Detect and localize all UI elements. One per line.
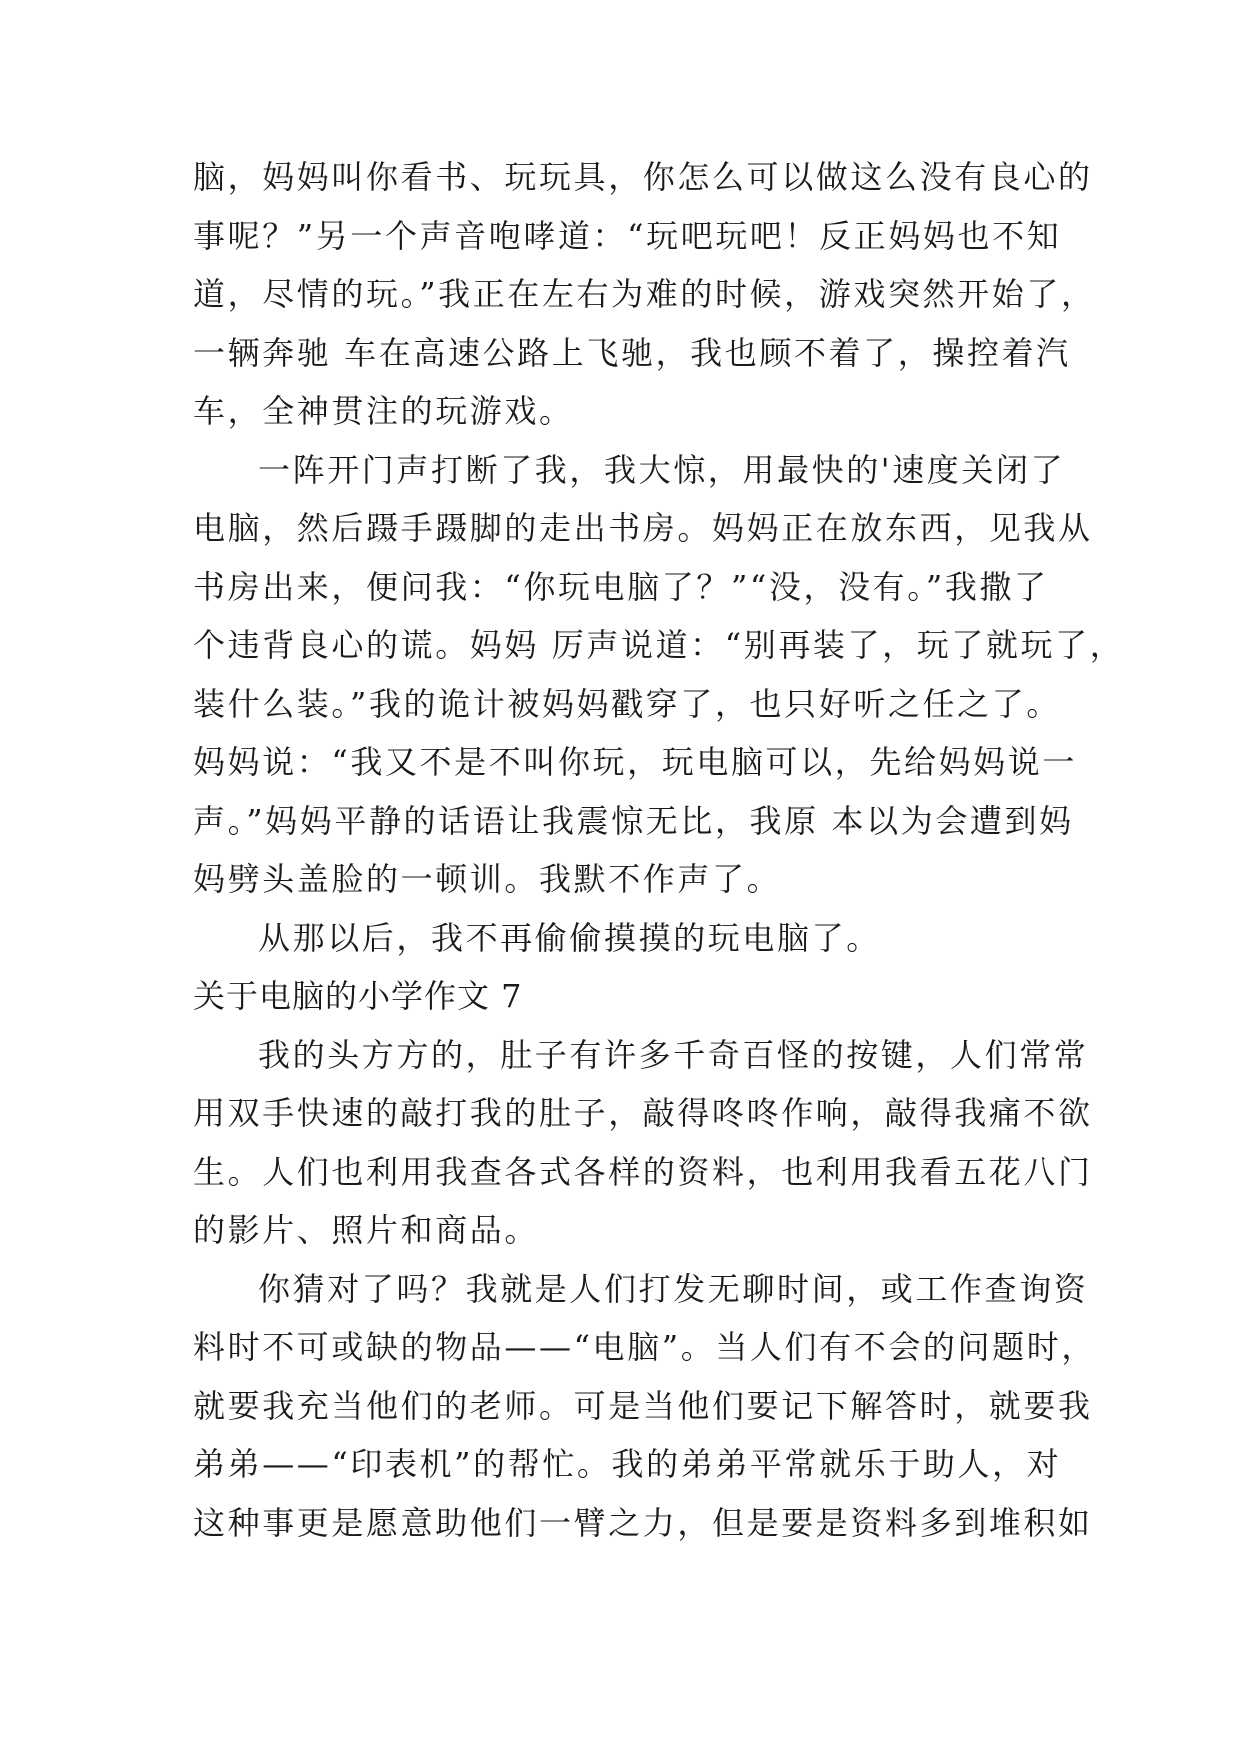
text-line: 声。”妈妈平静的话语让我震惊无比，我原 本以为会遭到妈 (193, 801, 1074, 840)
paragraph-start-line: 从那以后，我不再偷偷摸摸的玩电脑了。 (258, 918, 881, 957)
section-heading: 关于电脑的小学作文 7 (193, 977, 523, 1015)
paragraph-start-line: 你猜对了吗？我就是人们打发无聊时间，或工作查询资 (258, 1269, 1089, 1308)
paragraph-start-line: 一阵开门声打断了我，我大惊，用最快的'速度关闭了 (258, 450, 1066, 489)
text-line: 一辆奔驰 车在高速公路上飞驰，我也顾不着了，操控着汽 (193, 333, 1071, 372)
text-line: 车，全神贯注的玩游戏。 (193, 392, 574, 430)
text-line: 道，尽情的玩。”我正在左右为难的时候，游戏突然开始了， (193, 275, 1096, 313)
text-line: 妈妈说：“我又不是不叫你玩，玩电脑可以，先给妈妈说一 (193, 743, 1077, 781)
text-line: 用双手快速的敲打我的肚子，敲得咚咚作响，敲得我痛不欲 (193, 1094, 1093, 1132)
text-line: 电脑，然后蹑手蹑脚的走出书房。妈妈正在放东西，见我从 (193, 509, 1093, 547)
text-line: 的影片、照片和商品。 (193, 1211, 540, 1249)
text-line: 个违背良心的谎。妈妈 厉声说道：“别再装了，玩了就玩了， (193, 626, 1125, 664)
text-line: 书房出来，便问我：“你玩电脑了？”“没，没有。”我撒了 (193, 567, 1049, 606)
text-line: 装什么装。”我的诡计被妈妈戳穿了，也只好听之任之了。 (193, 684, 1061, 723)
text-line: 料时不可或缺的物品——“电脑”。当人们有不会的问题时， (193, 1328, 1096, 1366)
text-line: 脑，妈妈叫你看书、玩玩具，你怎么可以做这么没有良心的 (193, 158, 1093, 196)
text-line: 弟弟——“印表机”的帮忙。我的弟弟平常就乐于助人，对 (193, 1445, 1062, 1483)
text-line: 生。人们也利用我查各式各样的资料，也利用我看五花八门 (193, 1152, 1093, 1191)
paragraph-start-line: 我的头方方的，肚子有许多千奇百怪的按键，人们常常 (258, 1035, 1089, 1074)
text-line: 这种事更是愿意助他们一臂之力，但是要是资料多到堆积如 (193, 1503, 1093, 1542)
text-line: 妈劈头盖脸的一顿训。我默不作声了。 (193, 860, 782, 898)
document-page (193, 148, 1125, 1552)
text-line: 事呢？”另一个声音咆哮道：“玩吧玩吧！反正妈妈也不知 (193, 216, 1062, 255)
text-line: 就要我充当他们的老师。可是当他们要记下解答时，就要我 (193, 1386, 1093, 1425)
